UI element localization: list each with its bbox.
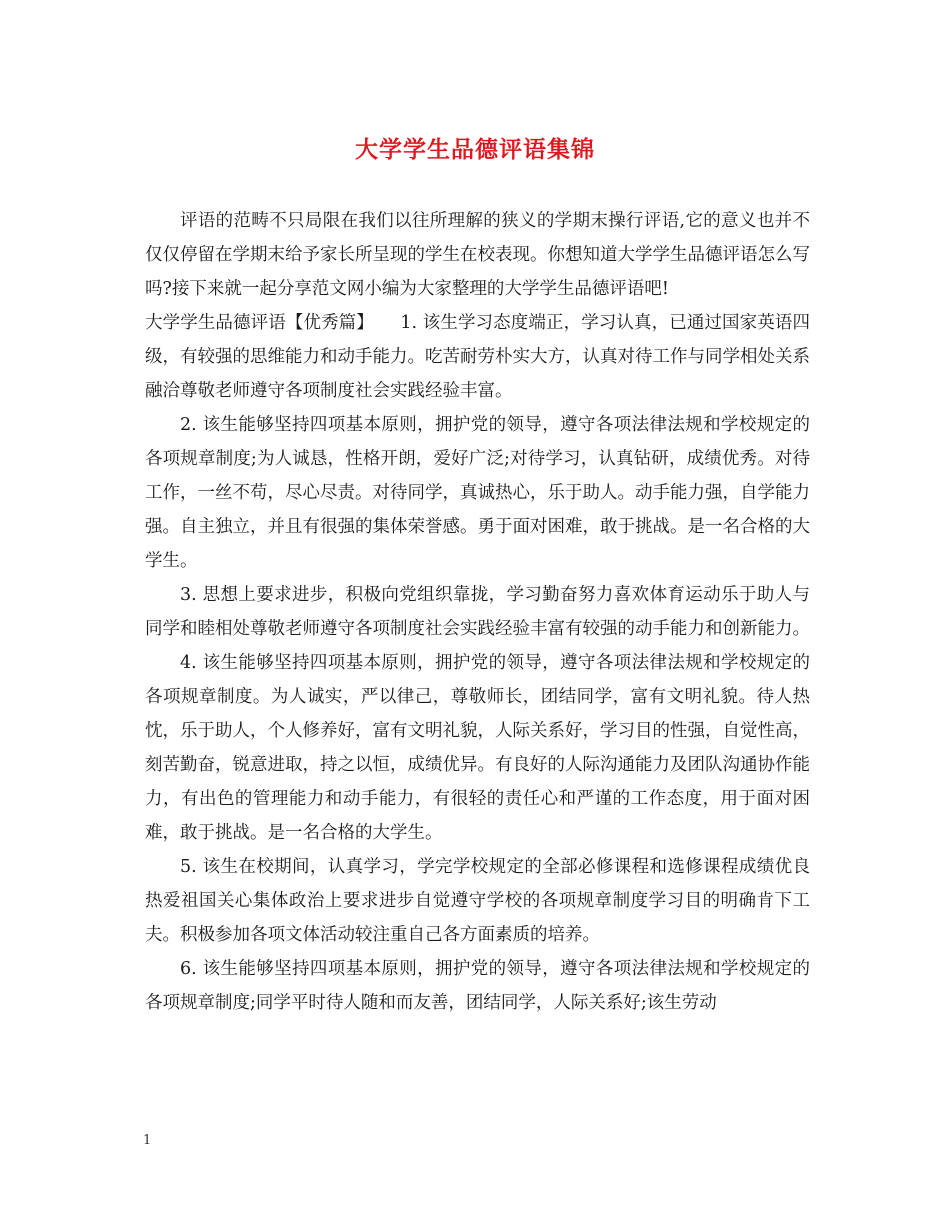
intro-paragraph: 评语的范畴不只局限在我们以往所理解的狭义的学期末操行评语,它的意义也并不仅仅停留在学期末给予家长所呈现的学生在校表现。你想知道大学学生品德评语怎么写吗?接下来就一起分享范文网小编为大家整理的大学学生品德评语吧! — [145, 211, 810, 299]
comment-paragraph-3: 3. 思想上要求进步，积极向党组织靠拢，学习勤奋努力喜欢体育运动乐于助人与同学和睦相处尊敬老师遵守各项制度社会实践经验丰富有较强的动手能力和创新能力。 — [145, 585, 810, 639]
page-number: 1 — [143, 1133, 152, 1148]
document-body — [145, 204, 810, 1020]
comment-paragraph-2: 2. 该生能够坚持四项基本原则，拥护党的领导，遵守各项法律法规和学校规定的各项规章制度;为人诚恳，性格开朗，爱好广泛;对待学习，认真钻研，成绩优秀。对待工作，一丝不苟，尽心尽责。对待同学，真诚热心，乐于助人。动手能力强，自学能力强。自主独立，并且有很强的集体荣誉感。勇于面对困难，敢于挑战。是一名合格的大学生。 — [145, 415, 810, 571]
comment-paragraph-6: 6. 该生能够坚持四项基本原则，拥护党的领导，遵守各项法律法规和学校规定的各项规章制度;同学平时待人随和而友善，团结同学，人际关系好;该生劳动 — [145, 959, 810, 1013]
comment-paragraph-5: 5. 该生在校期间，认真学习，学完学校规定的全部必修课程和选修课程成绩优良热爱祖国关心集体政治上要求进步自觉遵守学校的各项规章制度学习目的明确肯下工夫。积极参加各项文体活动较注重自己各方面素质的培养。 — [145, 857, 810, 945]
comment-paragraph-1: 大学学生品德评语【优秀篇】 1. 该生学习态度端正，学习认真，已通过国家英语四级，有较强的思维能力和动手能力。吃苦耐劳朴实大方，认真对待工作与同学相处关系融洽尊敬老师遵守各项制度社会实践经验丰富。 — [145, 313, 810, 401]
comment-paragraph-4: 4. 该生能够坚持四项基本原则，拥护党的领导，遵守各项法律法规和学校规定的各项规章制度。为人诚实，严以律己，尊敬师长，团结同学，富有文明礼貌。待人热忱，乐于助人，个人修养好，富有文明礼貌，人际关系好，学习目的性强，自觉性高，刻苦勤奋，锐意进取，持之以恒，成绩优异。有良好的人际沟通能力及团队沟通协作能力，有出色的管理能力和动手能力，有很轻的责任心和严谨的工作态度，用于面对困难，敢于挑战。是一名合格的大学生。 — [145, 653, 810, 843]
page-title: 大学学生品德评语集锦 — [355, 136, 595, 163]
